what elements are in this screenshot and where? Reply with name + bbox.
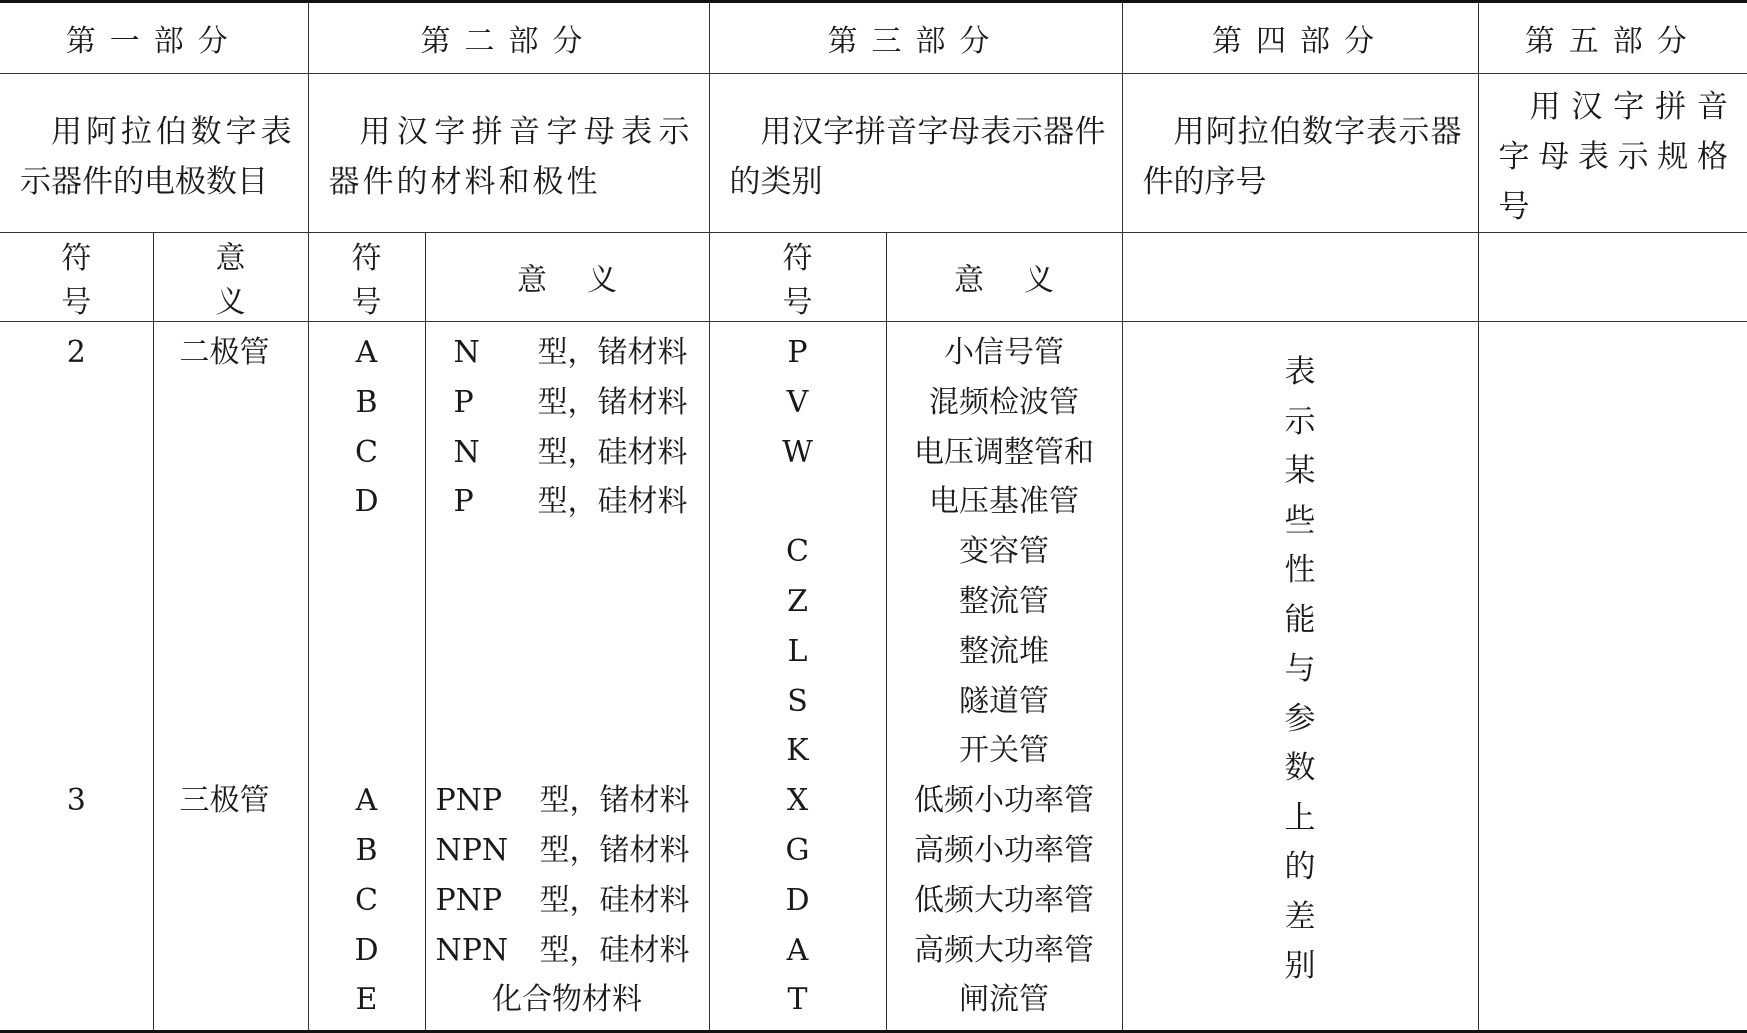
part4-note-char: 性	[1123, 546, 1478, 596]
desc-part-1: 用阿拉伯数字表示器件的电极数目	[0, 99, 308, 207]
desc-part-3: 用汉字拼音字母表示器件的类别	[710, 99, 1122, 207]
part3-symbol: X	[710, 776, 886, 826]
part2-diode-symbol: A	[309, 328, 425, 378]
part-header-row	[0, 2, 1747, 74]
part1-meaning-diode: 二极管	[180, 328, 308, 378]
sub-header-row	[0, 233, 1747, 322]
part3-meaning: 变容管	[887, 527, 1122, 577]
part3-meaning: 低频小功率管	[887, 776, 1122, 826]
part3-symbol: L	[710, 627, 886, 677]
part2-diode-symbol: D	[309, 477, 425, 527]
part2-symbol-col	[308, 322, 425, 1032]
part3-symbol: A	[710, 926, 886, 976]
header-part-2: 第二部分	[308, 2, 709, 74]
part4-note-char: 的	[1123, 843, 1478, 893]
header-part-1: 第一部分	[0, 2, 308, 74]
part3-meaning: 整流管	[887, 577, 1122, 627]
header-part-5: 第五部分	[1478, 2, 1747, 74]
body-row	[0, 322, 1747, 1032]
part3-meaning: 开关管	[887, 726, 1122, 776]
part2-diode-meaning: P 型，硅材料	[426, 477, 709, 527]
desc-part-5: 用汉字拼音字母表示规格号	[1479, 74, 1747, 232]
sub-meaning-label: 意义	[426, 255, 709, 299]
sub-empty-5	[1478, 233, 1747, 322]
part3-symbol: K	[710, 726, 886, 776]
part4-note-char: 某	[1123, 447, 1478, 497]
part3-meaning: 隧道管	[887, 677, 1122, 727]
sub-meaning-2	[425, 233, 709, 322]
part4-note-char: 参	[1123, 695, 1478, 745]
part4-note-char: 表	[1123, 348, 1478, 398]
part4-note-char: 别	[1123, 942, 1478, 992]
part2-triode-symbol: B	[309, 826, 425, 876]
part3-meaning: 高频小功率管	[887, 826, 1122, 876]
part3-meaning-col	[886, 322, 1122, 1032]
header-part-3: 第三部分	[709, 2, 1122, 74]
part1-symbol-2: 2	[0, 328, 153, 378]
part3-meaning: 电压基准管	[887, 477, 1122, 527]
desc-part-1-cell	[0, 74, 308, 233]
desc-part-4: 用阿拉伯数字表示器件的序号	[1123, 99, 1478, 207]
sub-symbol-label: 符号	[309, 233, 425, 321]
part4-note-char: 差	[1123, 893, 1478, 943]
desc-part-2: 用汉字拼音字母表示器件的材料和极性	[309, 99, 709, 207]
sub-symbol-label: 符号	[0, 233, 153, 321]
part4-note-char: 与	[1123, 645, 1478, 695]
part3-meaning: 电压调整管和	[887, 428, 1122, 478]
header-part-4: 第四部分	[1122, 2, 1478, 74]
part2-diode-symbol: B	[309, 378, 425, 428]
sub-symbol-2	[308, 233, 425, 322]
part3-symbol: S	[710, 677, 886, 727]
part2-triode-meaning: PNP 型，硅材料	[426, 876, 709, 926]
part2-triode-meaning: NPN 型，锗材料	[426, 826, 709, 876]
desc-part-4-cell	[1122, 74, 1478, 233]
part3-meaning: 闸流管	[887, 975, 1122, 1025]
part1-meaning-triode: 三极管	[180, 776, 308, 826]
part4-note-col	[1122, 322, 1478, 1032]
part3-symbol: Z	[710, 577, 886, 627]
part2-triode-symbol: E	[309, 975, 425, 1025]
part3-symbol: P	[710, 328, 886, 378]
part1-symbol-3: 3	[0, 776, 153, 826]
part3-meaning: 低频大功率管	[887, 876, 1122, 926]
part3-meaning: 小信号管	[887, 328, 1122, 378]
part2-triode-meaning: PNP 型，锗材料	[426, 776, 709, 826]
sub-symbol-label: 符号	[710, 233, 886, 321]
desc-part-3-cell	[709, 74, 1122, 233]
part5-empty-col	[1478, 322, 1747, 1032]
part4-note-char: 上	[1123, 794, 1478, 844]
part2-diode-symbol: C	[309, 428, 425, 478]
part3-symbol: D	[710, 876, 886, 926]
desc-part-2-cell	[308, 74, 709, 233]
part2-triode-symbol: A	[309, 776, 425, 826]
part3-symbol: T	[710, 975, 886, 1025]
part3-meaning: 混频检波管	[887, 378, 1122, 428]
desc-part-5-cell	[1478, 74, 1747, 233]
part2-diode-meaning: N 型，硅材料	[426, 428, 709, 478]
sub-symbol-3	[709, 233, 886, 322]
part2-diode-meaning: P 型，锗材料	[426, 378, 709, 428]
sub-symbol-1	[0, 233, 153, 322]
part4-note-char: 些	[1123, 497, 1478, 547]
part1-symbol-col	[0, 322, 153, 1032]
part2-triode-meaning: 化合物材料	[426, 975, 709, 1025]
sub-meaning-label: 意义	[154, 233, 308, 321]
part2-triode-symbol: C	[309, 876, 425, 926]
part3-symbol: V	[710, 378, 886, 428]
part4-note-char: 示	[1123, 398, 1478, 448]
part3-symbol: G	[710, 826, 886, 876]
sub-meaning-3	[886, 233, 1122, 322]
part3-meaning: 整流堆	[887, 627, 1122, 677]
sub-meaning-1	[153, 233, 308, 322]
part2-diode-meaning: N 型，锗材料	[426, 328, 709, 378]
part2-triode-meaning: NPN 型，硅材料	[426, 926, 709, 976]
part3-symbol	[710, 477, 886, 527]
part3-symbol: C	[710, 527, 886, 577]
part2-meaning-col	[425, 322, 709, 1032]
description-row	[0, 74, 1747, 233]
part1-meaning-col	[153, 322, 308, 1032]
part3-symbol: W	[710, 428, 886, 478]
part4-note-char: 能	[1123, 596, 1478, 646]
part4-note-char: 数	[1123, 744, 1478, 794]
sub-empty-4	[1122, 233, 1478, 322]
sub-meaning-label: 意义	[887, 255, 1122, 299]
part3-meaning: 高频大功率管	[887, 926, 1122, 976]
part2-triode-symbol: D	[309, 926, 425, 976]
part4-vertical-note	[1123, 348, 1478, 992]
part3-symbol-col	[709, 322, 886, 1032]
